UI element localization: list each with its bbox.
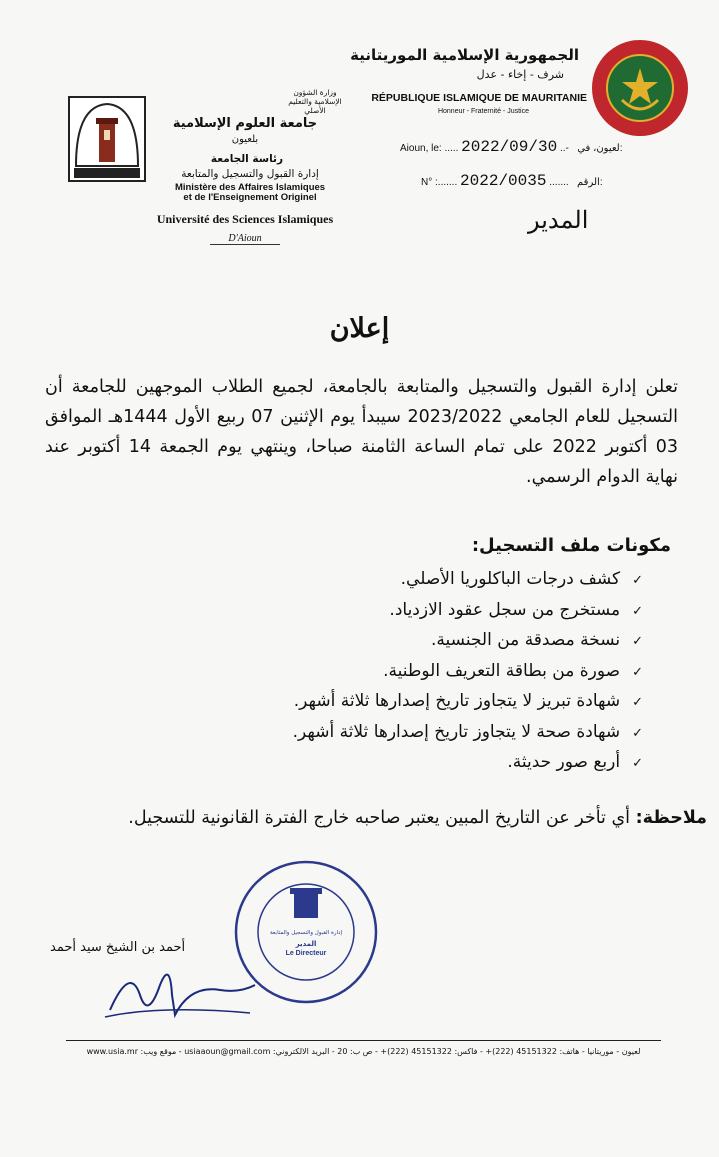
list-item: ✓كشف درجات الباكلوريا الأصلي. — [293, 564, 643, 595]
ministry-fr-line-1: Ministère des Affaires Islamiques — [174, 182, 326, 193]
footer-divider — [66, 1040, 661, 1041]
city-ar: بلعيون — [231, 134, 259, 145]
reference-number-row: N° :....... 2022/0035 ....... الرقم: — [421, 172, 603, 190]
check-icon: ✓ — [632, 573, 643, 588]
date-label-ar: لعيون، في: — [577, 143, 623, 154]
motto-fr: Honneur - Fraternité - Justice — [437, 108, 529, 115]
ministry-fr — [160, 183, 340, 203]
components-heading: مكونات ملف التسجيل: — [471, 535, 671, 556]
note — [128, 808, 707, 828]
announcement-body: تعلن إدارة القبول والتسجيل والمتابعة بالجامعة، لجميع الطلاب الموجهين للجامعة أن التسجيل للعام الجامعي 2023/2022 سيبدأ يوم الإثنين 07 ربيع الأول 1444هـ الموافق 03 أكتوبر 2022 على تمام الساعة الثامنة صباحا، وينتهي يوم الجمعة 14 أكتوبر عند نهاية الدوام الرسمي. — [45, 377, 678, 487]
list-item: ✓شهادة تبريز لا يتجاوز تاريخ إصدارها ثلاثة أشهر. — [293, 686, 643, 717]
list-item: ✓أربع صور حديثة. — [293, 747, 643, 778]
check-icon: ✓ — [632, 756, 643, 771]
note-label: ملاحظة: — [635, 808, 707, 828]
check-icon: ✓ — [632, 603, 643, 619]
announcement-title: إعلان — [329, 313, 390, 344]
admin-department-ar: إدارة القبول والتسجيل والمتابعة — [181, 168, 319, 180]
list-item: ✓نسخة مصدقة من الجنسية. — [293, 625, 643, 656]
city-fr: D'Aioun — [210, 233, 280, 245]
number-label-fr: N° — [421, 177, 433, 188]
check-icon: ✓ — [632, 695, 643, 710]
footer-contact: لعيون - موريتانيا - هاتف: 45151322 (222)+ - فاكس: 45151322 (222)+ - ص ب: 20 - البريد الالكتروني: usiaaoun@gmail.com - موقع ويب: www.usia.mr — [86, 1047, 641, 1056]
check-icon: ✓ — [632, 664, 643, 680]
date-label-fr: Aioun, le: — [400, 143, 442, 154]
requirements-list — [293, 564, 643, 778]
stamp-inner-ar: إدارة القبول والتسجيل والمتابعة — [269, 930, 343, 936]
ministry-fr-line-2: et de l'Enseignement Originel — [183, 192, 317, 203]
university-name-fr: Université des Sciences Islamiques — [156, 212, 334, 226]
director-handwritten: المدير — [528, 206, 589, 234]
republic-name-fr: RÉPUBLIQUE ISLAMIQUE DE MAURITANIE — [371, 92, 587, 104]
ministry-ar: وزارة الشؤون الإسلامية والتعليم الأصلي — [288, 88, 342, 115]
list-item: ✓شهادة صحة لا يتجاوز تاريخ إصدارها ثلاثة أشهر. — [293, 717, 643, 748]
university-name-ar: جامعة العلوم الإسلامية — [172, 116, 318, 131]
check-icon: ✓ — [632, 634, 643, 649]
mauritania-emblem-icon — [590, 38, 690, 138]
date-value: 2022/09/30 — [461, 138, 558, 156]
university-logo-icon — [68, 96, 146, 182]
stamp-title-fr: Le Directeur — [285, 950, 327, 957]
motto-ar: شرف - إخاء - عدل — [476, 68, 564, 81]
republic-name-ar: الجمهورية الإسلامية الموريتانية — [350, 46, 579, 64]
stamp-title-ar: المدير — [295, 940, 317, 948]
list-item: ✓مستخرج من سجل عقود الازدياد. — [293, 595, 643, 626]
check-icon: ✓ — [632, 725, 643, 741]
list-item: ✓صورة من بطاقة التعريف الوطنية. — [293, 656, 643, 687]
signature-icon — [100, 955, 260, 1025]
number-label-ar: الرقم: — [577, 177, 603, 188]
note-text: أي تأخر عن التاريخ المبين يعتبر صاحبه خارج الفترة القانونية للتسجيل. — [128, 808, 631, 828]
presidency-ar: رئاسة الجامعة — [210, 153, 284, 165]
signatory-name: أحمد بن الشيخ سيد أحمد — [50, 940, 186, 955]
date-row: Aioun, le: ..... 2022/09/30 ..- لعيون، في: — [400, 138, 623, 156]
number-value: 2022/0035 — [460, 172, 547, 190]
